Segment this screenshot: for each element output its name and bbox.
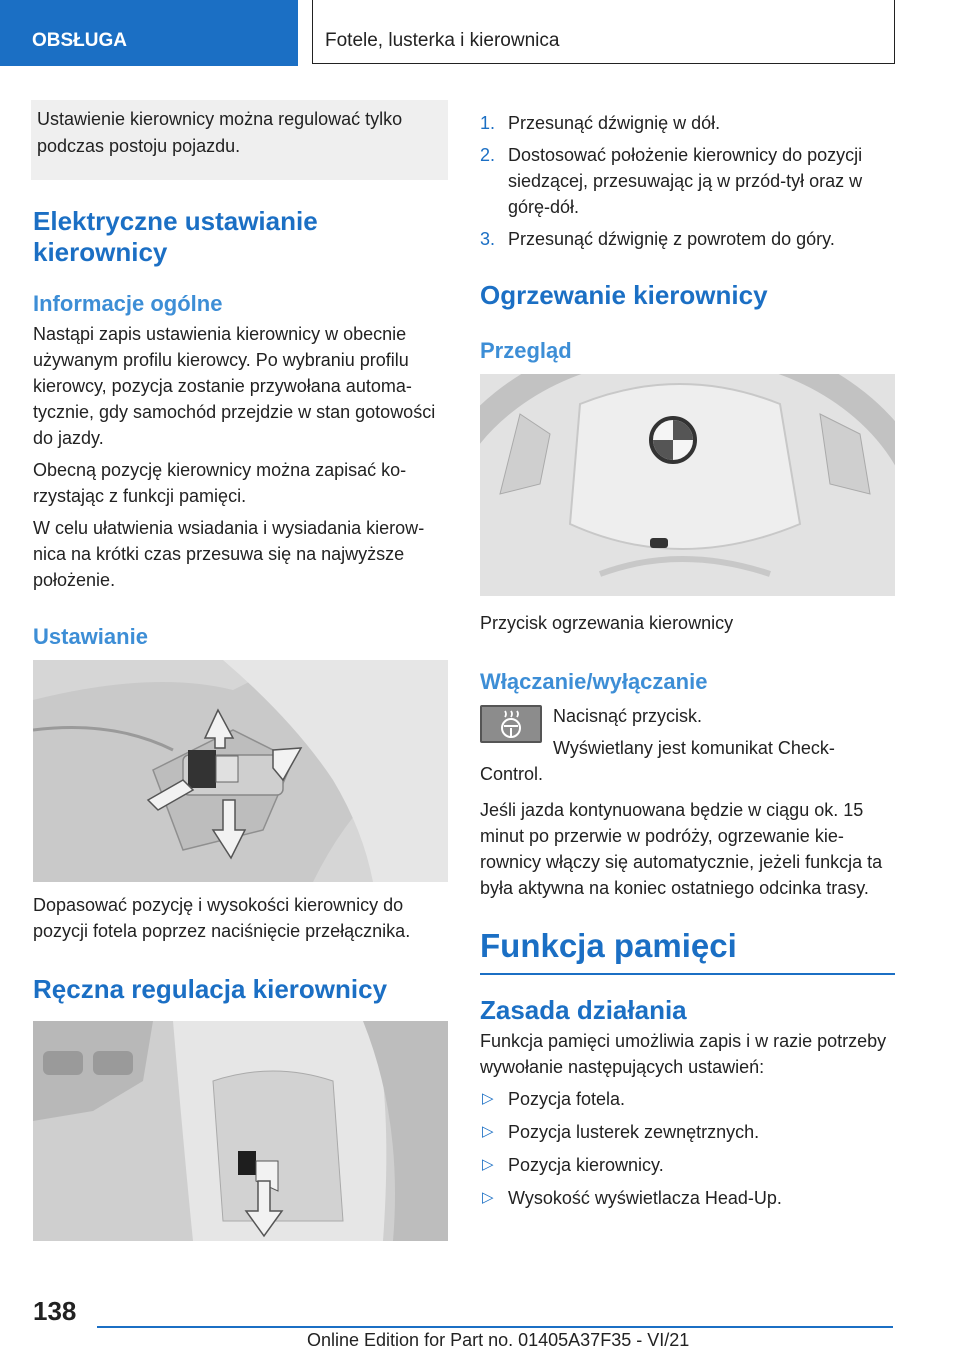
steering-wheel-image <box>480 374 895 596</box>
heading-steering-heating: Ogrzewanie kierownicy <box>480 280 768 310</box>
heading-on-off: Włączanie/wyłączanie <box>480 669 708 694</box>
memory-settings-list <box>480 1086 895 1211</box>
page-header <box>0 0 960 66</box>
paragraph-profile: Nastąpi zapis ustawienia kierownicy w obecnie używanym profilu kierowcy. Po wybraniu profilu kierowcy, pozycja zostanie przywołana automatycznie, gdy samochód przejdzie w stan gotowości do jazdy. <box>33 324 436 448</box>
list-item: ▷ Pozycja fotela. <box>482 1089 626 1109</box>
step-item: 1. Przesunąć dźwignię w dół. <box>480 113 721 133</box>
heated-steering-button-icon <box>480 705 542 743</box>
list-item: ▷ Pozycja lusterek zewnętrznych. <box>482 1122 760 1142</box>
step-item: 3. Przesunąć dźwignię z powrotem do góry. <box>480 229 835 249</box>
heading-setting: Ustawianie <box>33 624 148 649</box>
manual-lever-illustration <box>33 1021 448 1241</box>
heading-general-info: Informacje ogólne <box>33 291 223 316</box>
heading-overview: Przegląd <box>480 338 572 363</box>
steering-switch-image <box>33 660 448 882</box>
steering-switch-illustration <box>33 660 448 882</box>
caption-heating: Przycisk ogrzewania kierownicy <box>480 613 734 633</box>
heading-manual-adjust: Ręczna regulacja kierownicy <box>33 974 388 1004</box>
caption-setting: Dopasować pozycję i wysokości kierownicy do pozycji fotela poprzez naciśnięcie przełącznika. <box>33 895 411 941</box>
footer-rule <box>97 1326 893 1328</box>
edition-note: Online Edition for Part no. 01405A37F35 - VI/21 <box>307 1330 690 1350</box>
manual-lever-image <box>33 1021 448 1241</box>
list-item: ▷ Pozycja kierownicy. <box>482 1155 664 1175</box>
on-off-message: Wyświetlany jest komunikat Check-Control. <box>480 738 835 784</box>
paragraph-entry-exit: W celu ułatwienia wsiadania i wysiadania kierownica na krótki czas przesuwa się na najwyższe położenie. <box>33 518 425 590</box>
paragraph-memory: Obecną pozycję kierownicy można zapisać korzystając z funkcji pamięci. <box>33 460 407 506</box>
chapter-title: Fotele, lusterka i kierownica <box>312 0 895 64</box>
section-tab: OBSŁUGA <box>0 0 298 66</box>
heading-principle: Zasada działania <box>480 995 687 1025</box>
steering-wheel-illustration <box>480 374 895 596</box>
note-box: Ustawienie kierownicy można regulować tylko podczas postoju pojazdu. <box>31 100 448 180</box>
on-off-block <box>480 703 895 787</box>
paragraph-auto-heating: Jeśli jazda kontynuowana będzie w ciągu ok. 15 minut po przerwie w podróży, ogrzewanie kierownicy włączy się automatycznie, jeżeli funkcja ta była aktywna na koniec ostatniego odcinka trasy. <box>480 800 883 898</box>
left-column <box>33 100 448 1241</box>
page-footer <box>0 1290 960 1362</box>
heading-electric-adjust: Elektryczne ustawianie kierownicy <box>33 206 318 267</box>
page-number: 138 <box>33 1296 77 1326</box>
right-column <box>480 100 895 1218</box>
heading-memory-function: Funkcja pamięci <box>480 927 895 975</box>
on-off-instruction: Nacisnąć przycisk. <box>553 706 703 726</box>
adjust-steps <box>480 110 895 252</box>
step-item: 2. Dostosować położenie kierownicy do pozycji siedzącej, przesuwając ją w przód-tył oraz w górę-dół. <box>480 145 863 217</box>
list-item: ▷ Wysokość wyświetlacza Head-Up. <box>482 1188 782 1208</box>
paragraph-memory-function: Funkcja pamięci umożliwia zapis i w razie potrzeby wywołanie następujących ustawień: <box>480 1031 887 1077</box>
